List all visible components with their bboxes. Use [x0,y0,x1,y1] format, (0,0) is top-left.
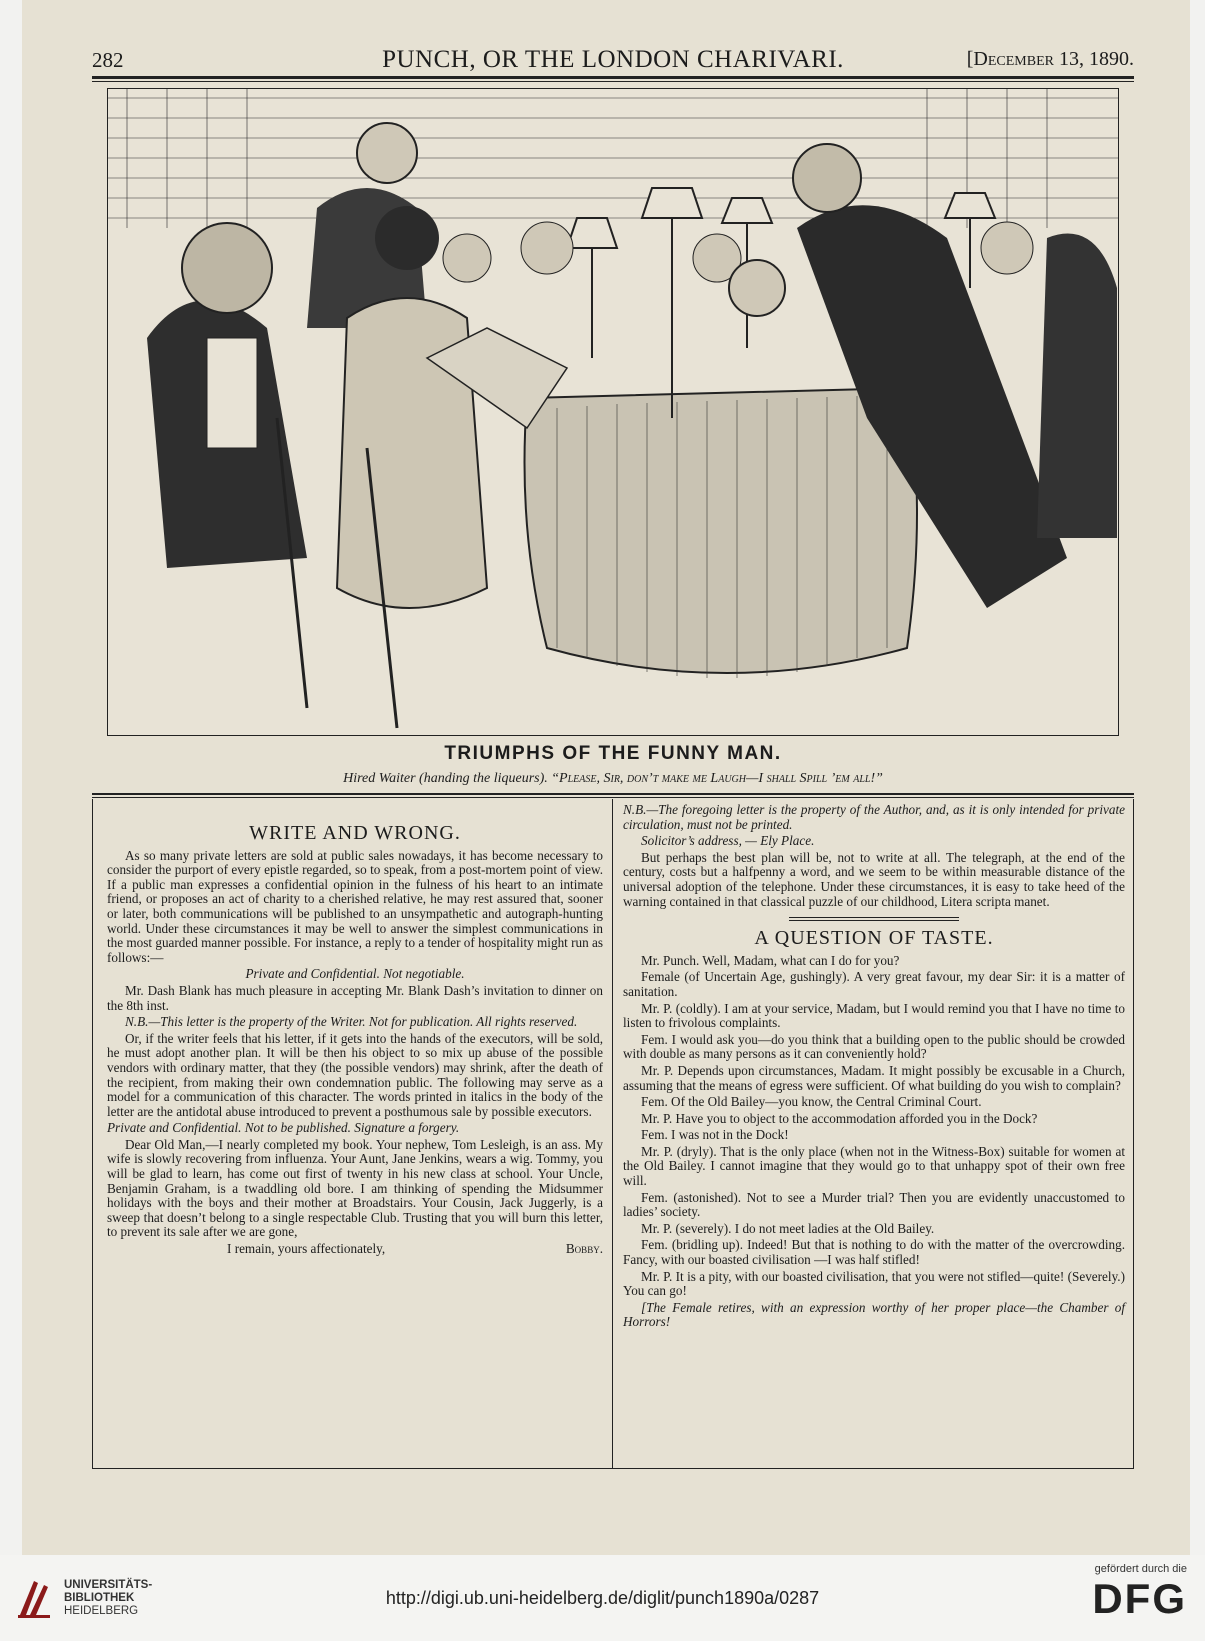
letter-signoff [107,1242,603,1257]
dialogue-line: Mr. P. (severely). I do not meet ladies at the Old Bailey. [641,1220,935,1236]
funded-by-text: gefördert durch die [1094,1563,1187,1575]
solicitor-address: Solicitor’s address, — Ely Place. [641,833,815,849]
left-border [92,799,93,1469]
section-separator [789,917,959,921]
cartoon-caption [92,771,1134,787]
signoff-text: I remain, yours affectionately, [227,1241,386,1257]
library-name-line: HEIDELBERG [64,1605,139,1617]
dfg-logo [1092,1563,1187,1623]
viewer-footer [0,1555,1205,1641]
dialogue-line: Fem. I was not in the Dock! [641,1127,789,1143]
cartoon-illustration [107,88,1119,736]
right-border [1133,799,1134,1469]
article-heading-question-of-taste: A QUESTION OF TASTE. [754,927,994,950]
dialogue-line: Mr. P. Depends upon circumstances, Madam. It might possibly be excusable in a Church, assuming that the means of egress were sufficient. Of what building do you wish to complain? [623,1062,1125,1093]
column-divider [612,799,613,1469]
dialogue-line: Female (of Uncertain Age, gushingly). A very great favour, my dear Sir: it is a matter of sanitation. [623,969,1125,999]
page-header [92,44,1134,74]
letter-note: N.B.—The foregoing letter is the property of the Author, and, as it is only intended for private circulation, must not be printed. [623,802,1125,832]
caption-rule-thin [92,797,1134,798]
article-paragraph: Or, if the writer feels that his letter, if it gets into the hands of the executors, will be sold, he must adopt another plan. It will be then his object to so mix up abuse of the possible vendors with ordinary matter, that they (the possible vendors) may shrink, after the death of the recipient, from making their own condemnation public. The following may serve as a model for a communication of this character. The words printed in italics in the body of the letter are the antidotal abuse introduced to prevent a posthumous sale by possible executors. [107,1030,603,1119]
letter-note: N.B.—This letter is the property of the Writer. Not for publication. All rights reserved. [125,1014,578,1030]
dialogue-line: Mr. Punch. Well, Madam, what can I do for you? [641,952,900,968]
bottom-rule [92,1468,1134,1469]
cartoon-quote: “Please, Sir, don’t make me Laugh—I shall Spill ’em all!” [551,771,883,786]
letter-label: Private and Confidential. Not to be published. Signature a forgery. [107,1120,460,1136]
right-column [623,803,1125,1332]
letter-text: Mr. Dash Blank has much pleasure in accepting Mr. Blank Dash’s invitation to dinner on the 8th inst. [107,982,603,1013]
dfg-mark: DFG [1092,1575,1187,1622]
header-rule-thin [92,81,1134,82]
dialogue-line: Mr. P. Have you to object to the accommodation afforded you in the Dock? [641,1110,1038,1126]
page-number: 282 [92,48,124,72]
article-paragraph: As so many private letters are sold at public sales nowadays, it has become necessary to consider the purport of every epistle regarded, so to speak, from a post-mortem point of view. If a public man expresses a confidential opinion in the fulness of his heart to an intimate friend, or proposes an act of charity to a cherished relative, he may rest assured that, sooner or later, both communications will be published to an unsympathetic and autograph-hunting world. Under these circumstances it may be well to answer the simplest communications in the most guarded manner possible. For instance, a reply to a tender of hospitality might run as follows:— [107,847,603,965]
dialogue-line: Fem. (bridling up). Indeed! But that is nothing to do with the matter of the overcrowding. Fancy, with our boasted civilisation —I was half stifled! [623,1237,1125,1268]
dialogue-line: Mr. P. (coldly). I am at your service, Madam, but I would remind you that I have no time to listen to frivolous complaints. [623,1000,1125,1031]
dialogue-line: Mr. P. It is a pity, with our boasted civilisation, that you were not stifled—quite! (Severely.) You can go! [623,1268,1125,1299]
library-name-line: BIBLIOTHEK [64,1592,135,1604]
article-heading-write-and-wrong: WRITE AND WRONG. [249,822,461,844]
caption-rule [92,793,1134,795]
header-rule [92,76,1134,79]
issue-date: [December 13, 1890. [966,48,1134,70]
library-name-line: UNIVERSITÄTS- [64,1579,153,1591]
left-column [107,822,603,1259]
dialogue-line: Mr. P. (dryly). That is the only place (when not in the Witness-Box) suitable for women at the Old Bailey. I cannot imagine that they would go to that unhappy spot of their own free will. [623,1143,1125,1189]
permalink[interactable]: http://digi.ub.uni-heidelberg.de/diglit/punch1890a/0287 [385,1588,820,1608]
cartoon-title: TRIUMPHS OF THE FUNNY MAN. [444,743,782,764]
letter-text: Dear Old Man,—I nearly completed my book. Your nephew, Tom Lesleigh, is an ass. My wife is slowly recovering from influenza. Your Aunt, Jane Jenkins, wears a wig. Tommy, you will be glad to learn, has come out first of twenty in his new class at school. Your Uncle, Benjamin Graham, is a twaddling old bore. I am thinking of spending the Midsummer holidays with the boys and their mother at Broadstairs. Your Cousin, Jack Juggerly, is a sweep that doesn’t belong to a single respectable Club. Trusting that you will burn this letter, to prevent its sale after we are gone, [107,1136,603,1240]
dialogue-line: Fem. (astonished). Not to see a Murder trial? Then you are evidently unaccustomed to ladies’ society. [623,1189,1125,1220]
publication-title: PUNCH, OR THE LONDON CHARIVARI. [382,46,844,73]
letter-label: Private and Confidential. Not negotiable. [245,966,465,982]
stage-direction: [The Female retires, with an expression worthy of her proper place—the Chamber of Horrors! [623,1299,1125,1330]
article-paragraph: But perhaps the best plan will be, not to write at all. The telegraph, at the end of the century, costs but a halfpenny a word, and we seem to be within measurable distance of the universal adoption of the telephone. Under these circumstances, it is easy to take heed of the warning contained in that classical puzzle of our childhood, Litera scripta manet. [623,849,1125,909]
cartoon-speaker: Hired Waiter (handing the liqueurs). [343,771,548,786]
dialogue-line: Fem. I would ask you—do you think that a building open to the public should be crowded with double as many persons as it can conveniently hold? [623,1031,1125,1062]
dialogue-line: Fem. Of the Old Bailey—you know, the Central Criminal Court. [641,1094,982,1110]
letter-signature: Bobby. [565,1241,603,1257]
